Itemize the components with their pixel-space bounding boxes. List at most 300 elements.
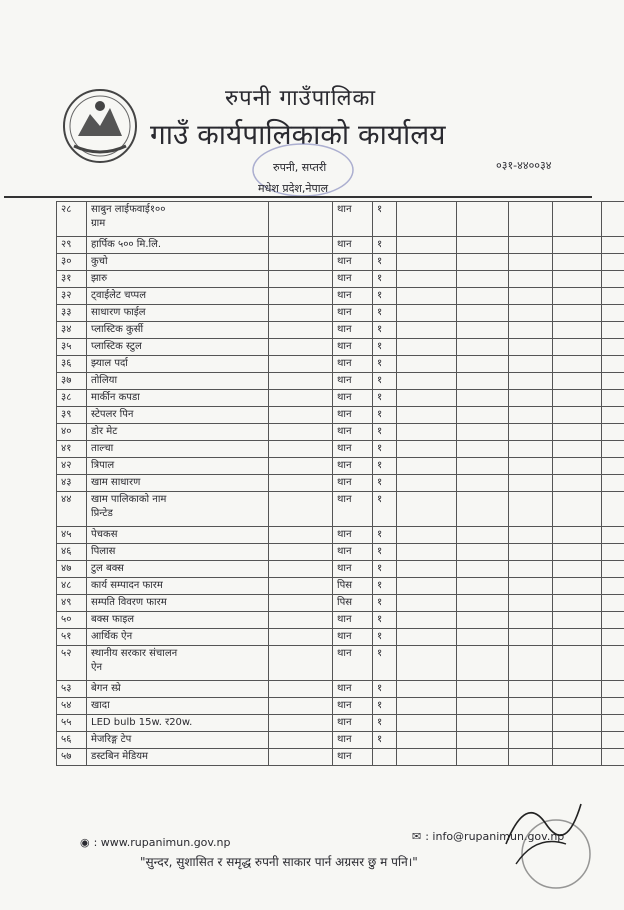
item-unit: थान [333, 527, 373, 544]
office-title: गाउँ कार्यपालिकाको कार्यालय [150, 118, 446, 151]
empty-cell [457, 749, 509, 766]
empty-cell [397, 646, 457, 681]
empty-cell [553, 322, 602, 339]
row-number: ३५ [57, 339, 87, 356]
item-name: प्लास्टिक स्टुल [87, 339, 269, 356]
item-quantity: १ [373, 492, 397, 527]
empty-cell [269, 595, 333, 612]
empty-cell [457, 544, 509, 561]
table-row [57, 732, 624, 749]
item-name: आर्थिक ऐन [87, 629, 269, 646]
table-row [57, 441, 624, 458]
empty-cell [509, 544, 553, 561]
table-row [57, 595, 624, 612]
empty-cell [553, 271, 602, 288]
empty-cell [457, 356, 509, 373]
row-number: ४७ [57, 561, 87, 578]
item-quantity: १ [373, 732, 397, 749]
row-number: ३४ [57, 322, 87, 339]
table-row [57, 578, 624, 595]
table-row [57, 356, 624, 373]
table-row [57, 271, 624, 288]
empty-cell [602, 458, 624, 475]
item-unit: थान [333, 271, 373, 288]
item-name: कार्य सम्पादन फारम [87, 578, 269, 595]
empty-cell [553, 288, 602, 305]
signature-stamp [486, 784, 596, 894]
empty-cell [397, 202, 457, 237]
empty-cell [553, 544, 602, 561]
empty-cell [269, 407, 333, 424]
empty-cell [269, 458, 333, 475]
empty-cell [457, 629, 509, 646]
item-name: पेचकस [87, 527, 269, 544]
item-unit: थान [333, 373, 373, 390]
office-province: मधेश प्रदेश,नेपाल [258, 182, 329, 195]
empty-cell [553, 356, 602, 373]
email-text: : info@rupanimun.gov.np [425, 830, 565, 843]
item-quantity [373, 749, 397, 766]
empty-cell [269, 202, 333, 237]
empty-cell [457, 561, 509, 578]
empty-cell [397, 698, 457, 715]
empty-cell [397, 441, 457, 458]
table-row [57, 390, 624, 407]
table-row [57, 339, 624, 356]
item-unit: थान [333, 732, 373, 749]
row-number: ५० [57, 612, 87, 629]
item-quantity: १ [373, 595, 397, 612]
item-quantity: १ [373, 646, 397, 681]
item-quantity: १ [373, 339, 397, 356]
empty-cell [397, 544, 457, 561]
empty-cell [509, 595, 553, 612]
empty-cell [397, 715, 457, 732]
table-row [57, 288, 624, 305]
empty-cell [269, 424, 333, 441]
empty-cell [269, 492, 333, 527]
empty-cell [397, 254, 457, 271]
item-unit: थान [333, 612, 373, 629]
table-row [57, 561, 624, 578]
empty-cell [509, 339, 553, 356]
table-row [57, 629, 624, 646]
item-quantity: १ [373, 561, 397, 578]
table-row [57, 322, 624, 339]
item-quantity: १ [373, 424, 397, 441]
empty-cell [457, 715, 509, 732]
footer-motto: "सुन्दर, सुशासित र समृद्ध रुपनी साकार पार्न अग्रसर छु म पनि।" [140, 855, 418, 869]
empty-cell [553, 373, 602, 390]
empty-cell [509, 288, 553, 305]
empty-cell [509, 271, 553, 288]
empty-cell [397, 475, 457, 492]
empty-cell [509, 356, 553, 373]
empty-cell [602, 715, 624, 732]
item-name: डोर मेट [87, 424, 269, 441]
item-name: झारु [87, 271, 269, 288]
item-quantity: १ [373, 629, 397, 646]
empty-cell [457, 373, 509, 390]
empty-cell [553, 305, 602, 322]
item-unit: थान [333, 715, 373, 732]
empty-cell [553, 578, 602, 595]
item-name: टुल बक्स [87, 561, 269, 578]
empty-cell [397, 612, 457, 629]
table-row [57, 424, 624, 441]
empty-cell [457, 458, 509, 475]
empty-cell [269, 612, 333, 629]
empty-cell [553, 441, 602, 458]
item-unit: थान [333, 749, 373, 766]
empty-cell [457, 271, 509, 288]
item-unit: थान [333, 237, 373, 254]
item-quantity: १ [373, 237, 397, 254]
item-quantity: १ [373, 407, 397, 424]
item-name: सम्पति विवरण फारम [87, 595, 269, 612]
items-table [56, 201, 624, 766]
table-row [57, 681, 624, 698]
row-number: ३७ [57, 373, 87, 390]
empty-cell [457, 305, 509, 322]
item-unit: थान [333, 698, 373, 715]
item-name: ट्वाईलेट चप्पल [87, 288, 269, 305]
empty-cell [509, 373, 553, 390]
item-quantity: १ [373, 715, 397, 732]
empty-cell [602, 356, 624, 373]
website-text: : www.rupanimun.gov.np [93, 836, 231, 849]
item-name: साबुन लाईफवाई१०० ग्राम [87, 202, 269, 237]
empty-cell [553, 390, 602, 407]
empty-cell [269, 254, 333, 271]
table-row [57, 237, 624, 254]
item-quantity: १ [373, 305, 397, 322]
empty-cell [602, 237, 624, 254]
item-unit: थान [333, 681, 373, 698]
table-row [57, 749, 624, 766]
empty-cell [269, 578, 333, 595]
item-quantity: १ [373, 544, 397, 561]
empty-cell [269, 390, 333, 407]
empty-cell [602, 578, 624, 595]
empty-cell [269, 356, 333, 373]
item-unit: थान [333, 407, 373, 424]
table-row [57, 698, 624, 715]
empty-cell [509, 441, 553, 458]
empty-cell [397, 339, 457, 356]
row-number: ३२ [57, 288, 87, 305]
table-row [57, 544, 624, 561]
item-unit: थान [333, 254, 373, 271]
empty-cell [397, 527, 457, 544]
table-row [57, 715, 624, 732]
empty-cell [457, 612, 509, 629]
empty-cell [602, 322, 624, 339]
item-name: साधारण फाईल [87, 305, 269, 322]
table-row [57, 492, 624, 527]
empty-cell [269, 715, 333, 732]
empty-cell [553, 527, 602, 544]
item-unit: थान [333, 305, 373, 322]
empty-cell [602, 544, 624, 561]
empty-cell [509, 305, 553, 322]
empty-cell [457, 254, 509, 271]
empty-cell [457, 646, 509, 681]
empty-cell [553, 254, 602, 271]
empty-cell [269, 732, 333, 749]
empty-cell [602, 407, 624, 424]
empty-cell [602, 441, 624, 458]
item-name: बेगन स्प्रे [87, 681, 269, 698]
item-unit: थान [333, 441, 373, 458]
row-number: ४४ [57, 492, 87, 527]
row-number: ३८ [57, 390, 87, 407]
empty-cell [509, 561, 553, 578]
empty-cell [553, 749, 602, 766]
row-number: ३३ [57, 305, 87, 322]
empty-cell [509, 237, 553, 254]
empty-cell [509, 612, 553, 629]
item-unit: थान [333, 458, 373, 475]
empty-cell [397, 681, 457, 698]
item-unit: थान [333, 561, 373, 578]
item-quantity: १ [373, 373, 397, 390]
empty-cell [553, 595, 602, 612]
item-name: प्लास्टिक कुर्सी [87, 322, 269, 339]
item-unit: थान [333, 322, 373, 339]
empty-cell [269, 749, 333, 766]
empty-cell [269, 681, 333, 698]
item-quantity: १ [373, 612, 397, 629]
item-name: खादा [87, 698, 269, 715]
empty-cell [553, 715, 602, 732]
empty-cell [509, 698, 553, 715]
item-unit: थान [333, 356, 373, 373]
empty-cell [269, 441, 333, 458]
item-name: त्रिपाल [87, 458, 269, 475]
table-row [57, 458, 624, 475]
item-unit: थान [333, 339, 373, 356]
item-quantity: १ [373, 288, 397, 305]
item-name: बक्स फाइल [87, 612, 269, 629]
empty-cell [457, 288, 509, 305]
empty-cell [397, 271, 457, 288]
empty-cell [457, 578, 509, 595]
table-row [57, 202, 624, 237]
empty-cell [602, 339, 624, 356]
office-phone: ०३१-४४००३४ [496, 159, 552, 172]
empty-cell [269, 237, 333, 254]
row-number: ४८ [57, 578, 87, 595]
empty-cell [269, 527, 333, 544]
item-quantity: १ [373, 254, 397, 271]
empty-cell [457, 527, 509, 544]
empty-cell [269, 322, 333, 339]
empty-cell [397, 322, 457, 339]
empty-cell [269, 646, 333, 681]
item-name: कुचो [87, 254, 269, 271]
empty-cell [509, 475, 553, 492]
empty-cell [269, 305, 333, 322]
empty-cell [602, 271, 624, 288]
empty-cell [397, 288, 457, 305]
empty-cell [269, 271, 333, 288]
row-number: ५७ [57, 749, 87, 766]
item-name: ताल्चा [87, 441, 269, 458]
item-name: खाम पालिकाको नाम प्रिन्टेड [87, 492, 269, 527]
empty-cell [397, 749, 457, 766]
empty-cell [397, 424, 457, 441]
empty-cell [457, 237, 509, 254]
empty-cell [602, 749, 624, 766]
item-name: स्टेपलर पिन [87, 407, 269, 424]
empty-cell [457, 475, 509, 492]
empty-cell [602, 646, 624, 681]
item-unit: थान [333, 475, 373, 492]
row-number: ५१ [57, 629, 87, 646]
empty-cell [397, 595, 457, 612]
empty-cell [509, 646, 553, 681]
item-unit: थान [333, 390, 373, 407]
item-quantity: १ [373, 578, 397, 595]
item-unit: थान [333, 646, 373, 681]
row-number: ४३ [57, 475, 87, 492]
empty-cell [397, 237, 457, 254]
empty-cell [269, 544, 333, 561]
empty-cell [457, 681, 509, 698]
empty-cell [457, 698, 509, 715]
item-name: मार्कीन कपडा [87, 390, 269, 407]
empty-cell [457, 202, 509, 237]
row-number: ४५ [57, 527, 87, 544]
row-number: ४२ [57, 458, 87, 475]
empty-cell [602, 373, 624, 390]
empty-cell [553, 732, 602, 749]
header-divider [4, 196, 592, 198]
row-number: ५५ [57, 715, 87, 732]
empty-cell [553, 424, 602, 441]
empty-cell [397, 561, 457, 578]
item-quantity: १ [373, 458, 397, 475]
empty-cell [602, 475, 624, 492]
office-location: रुपनी, सप्तरी [273, 161, 327, 174]
row-number: ५३ [57, 681, 87, 698]
item-name: स्थानीय सरकार संचालन ऐन [87, 646, 269, 681]
empty-cell [509, 749, 553, 766]
empty-cell [397, 356, 457, 373]
item-name: हार्पिक ५०० मि.लि. [87, 237, 269, 254]
empty-cell [553, 407, 602, 424]
empty-cell [602, 527, 624, 544]
empty-cell [602, 202, 624, 237]
empty-cell [602, 681, 624, 698]
empty-cell [602, 288, 624, 305]
empty-cell [509, 629, 553, 646]
empty-cell [457, 732, 509, 749]
empty-cell [397, 492, 457, 527]
empty-cell [457, 339, 509, 356]
item-quantity: १ [373, 527, 397, 544]
table-row [57, 254, 624, 271]
table-row [57, 527, 624, 544]
table-row [57, 305, 624, 322]
empty-cell [457, 407, 509, 424]
empty-cell [553, 629, 602, 646]
nepal-emblem-icon [60, 86, 140, 166]
item-quantity: १ [373, 441, 397, 458]
empty-cell [397, 305, 457, 322]
item-unit: थान [333, 202, 373, 237]
empty-cell [397, 629, 457, 646]
item-quantity: १ [373, 390, 397, 407]
empty-cell [602, 390, 624, 407]
empty-cell [509, 681, 553, 698]
empty-cell [553, 698, 602, 715]
empty-cell [509, 715, 553, 732]
row-number: ५४ [57, 698, 87, 715]
empty-cell [397, 732, 457, 749]
table-row [57, 612, 624, 629]
empty-cell [553, 339, 602, 356]
empty-cell [509, 424, 553, 441]
empty-cell [553, 612, 602, 629]
empty-cell [269, 339, 333, 356]
empty-cell [602, 254, 624, 271]
empty-cell [553, 237, 602, 254]
empty-cell [457, 322, 509, 339]
table-row [57, 475, 624, 492]
empty-cell [457, 595, 509, 612]
row-number: ३१ [57, 271, 87, 288]
row-number: ५६ [57, 732, 87, 749]
table-row [57, 646, 624, 681]
item-quantity: १ [373, 356, 397, 373]
row-number: ३६ [57, 356, 87, 373]
empty-cell [602, 492, 624, 527]
item-unit: थान [333, 629, 373, 646]
item-quantity: १ [373, 202, 397, 237]
item-unit: थान [333, 492, 373, 527]
empty-cell [553, 681, 602, 698]
row-number: ४९ [57, 595, 87, 612]
empty-cell [602, 305, 624, 322]
item-unit: पिस [333, 595, 373, 612]
empty-cell [269, 288, 333, 305]
empty-cell [509, 458, 553, 475]
item-quantity: १ [373, 698, 397, 715]
empty-cell [602, 732, 624, 749]
row-number: ३९ [57, 407, 87, 424]
empty-cell [553, 492, 602, 527]
globe-icon: ◉ [80, 836, 90, 849]
item-name: खाम साधारण [87, 475, 269, 492]
table-row [57, 373, 624, 390]
empty-cell [553, 475, 602, 492]
empty-cell [509, 202, 553, 237]
empty-cell [553, 561, 602, 578]
row-number: ५२ [57, 646, 87, 681]
empty-cell [509, 322, 553, 339]
row-number: ४१ [57, 441, 87, 458]
item-name: मेजरिङ्ग टेप [87, 732, 269, 749]
empty-cell [509, 254, 553, 271]
item-quantity: १ [373, 681, 397, 698]
empty-cell [269, 373, 333, 390]
empty-cell [397, 458, 457, 475]
item-name: LED bulb 15w. र20w. [87, 715, 269, 732]
row-number: २८ [57, 202, 87, 237]
empty-cell [553, 646, 602, 681]
